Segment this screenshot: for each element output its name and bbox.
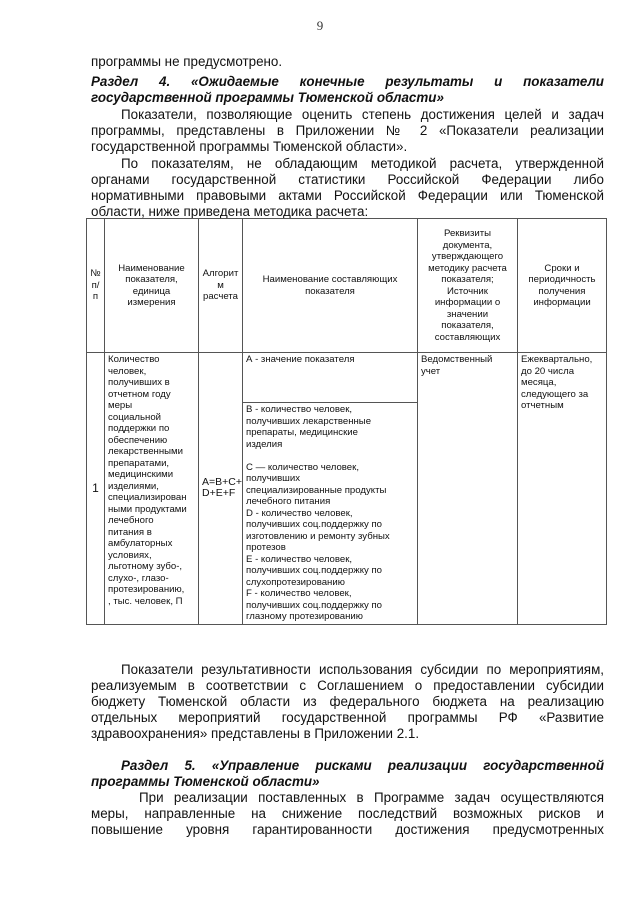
- section5-para1-line3: повышение уровня гарантированности достижения предусмотренных: [91, 822, 604, 837]
- table-row: [87, 353, 607, 403]
- section5-para1-line2: меры, направленные на снижение последствий возможных рисков и: [91, 806, 604, 821]
- section4-para1-line3: государственной программы Тюменской области».: [91, 139, 408, 154]
- para3-line5: здравоохранения» представлены в Приложении 2.1.: [91, 726, 420, 741]
- para3-line2: реализуемым в соответствии с Соглашением о предоставлении субсидии: [91, 678, 604, 693]
- row-periodicity: Ежеквартально, до 20 числа месяца, следующего за отчетным: [518, 353, 607, 625]
- para3-line1: Показатели результативности использования субсидии по мероприятиям,: [121, 662, 604, 677]
- intro-line: программы не предусмотрено.: [91, 54, 283, 69]
- section5-heading-line1: Раздел 5. «Управление рисками реализации государственной: [121, 758, 604, 773]
- section4-para2-line2: органами государственной статистики Российской Федерации либо: [91, 172, 604, 187]
- methodology-table: [86, 218, 607, 625]
- row-component-a: А - значение показателя: [243, 353, 418, 403]
- row-requisites: Ведомственный учет: [418, 353, 518, 625]
- section4-para2-line3: нормативными правовыми актами Российской Федерации или Тюменской: [91, 188, 604, 203]
- para3-line3: бюджету Тюменской области из федерального бюджета на реализацию: [91, 694, 604, 709]
- section4-heading-line2: государственной программы Тюменской области»: [91, 90, 444, 105]
- section4-heading-line1: Раздел 4. «Ожидаемые конечные результаты и показатели: [91, 74, 604, 89]
- row-components-list: В - количество человек, получивших лекарственные препараты, медицинские изделия С — количество человек, получивших специализированные продукты лечебного питания D - количество человек, получивших соц.поддержку по изготовлению и ремонту зубных протезов Е - количество человек, получивших соц.поддержку по слухопротезированию F - количество человек, получивших соц.поддержку по глазному протезированию: [243, 403, 418, 625]
- section5-para1-line1: При реализации поставленных в Программе задач осуществляются: [139, 790, 604, 805]
- row-formula: A=B+C+ D+E+F: [199, 353, 243, 625]
- section4-para1-line1: Показатели, позволяющие оценить степень достижения целей и задач: [121, 107, 604, 122]
- header-requisites: Реквизиты документа, утверждающего методику расчета показателя; Источник информации о значении показателя, составляющих: [418, 219, 518, 353]
- page-number: 9: [316, 18, 324, 33]
- section4-para1-line2: программы, представлены в Приложении № 2 «Показатели реализации: [91, 123, 604, 138]
- section4-para2-line4: области, ниже приведена методика расчета:: [91, 204, 369, 219]
- header-periodicity: Сроки и периодичность получения информации: [518, 219, 607, 353]
- header-num: № п/п: [87, 219, 105, 353]
- row-num: 1: [87, 353, 105, 625]
- para3-line4: отдельных мероприятий государственной программы РФ «Развитие: [91, 710, 604, 725]
- header-indicator-name: Наименование показателя, единица измерения: [105, 219, 199, 353]
- table-header-row: [87, 219, 607, 353]
- section4-para2-line1: По показателям, не обладающим методикой расчета, утвержденной: [121, 156, 604, 171]
- section5-heading-line2: программы Тюменской области»: [91, 774, 320, 789]
- header-components: Наименование составляющих показателя: [243, 219, 418, 353]
- header-algorithm: Алгорит м расчета: [199, 219, 243, 353]
- row-indicator-name: Количество человек, получивших в отчетном году меры социальной поддержки по обеспечению лекарственными препаратами, медицинскими изделиями, специализирован ными продуктами лечебного питания в амбулаторных условиях, льготному зубо-, слухо-, глазо- протезированию, , тыс. человек, П: [105, 353, 199, 625]
